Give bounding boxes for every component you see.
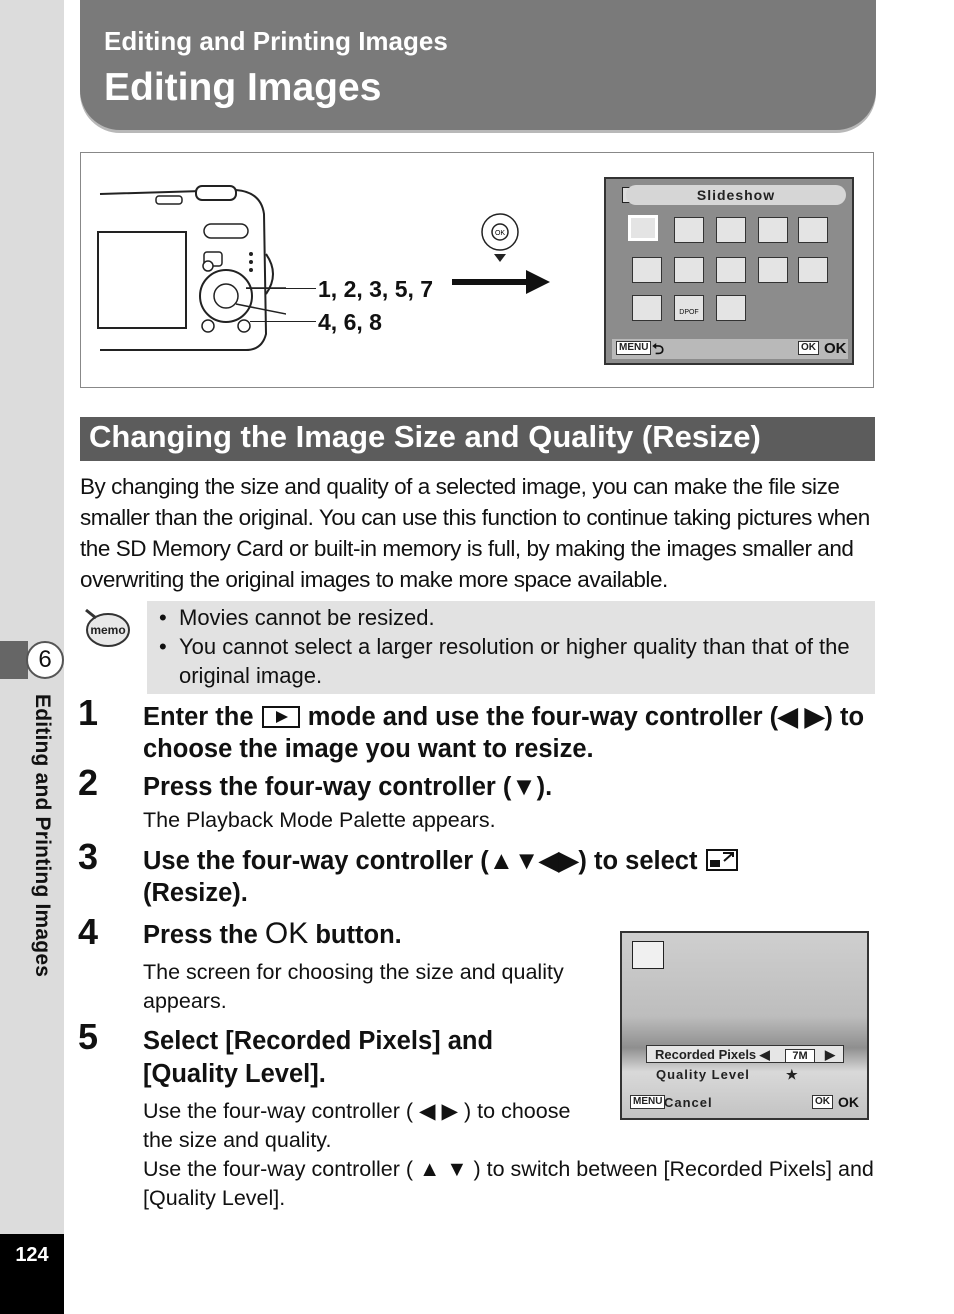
protect-key-icon xyxy=(632,295,662,321)
step-heading xyxy=(143,845,843,909)
slideshow-icon xyxy=(628,215,658,241)
step-heading xyxy=(143,918,402,951)
playback-icon xyxy=(261,704,301,726)
svg-text:OK: OK xyxy=(494,230,506,237)
cancel-label: Cancel xyxy=(664,1095,713,1110)
step-heading: Press the four-way controller (▼). xyxy=(143,773,553,801)
step-number: 3 xyxy=(78,836,99,877)
menu-tag: MENU xyxy=(616,341,651,355)
ok-label: OK xyxy=(824,340,847,357)
rotation-icon xyxy=(798,217,828,243)
step-heading xyxy=(143,701,873,765)
recorded-pixels-value: 7M xyxy=(785,1049,814,1063)
step-number: 1 xyxy=(78,692,99,733)
step-body: The screen for choosing the size and quality appears. xyxy=(143,960,564,1013)
cropping-icon xyxy=(716,217,746,243)
page-number: 124 xyxy=(0,1234,64,1314)
camera-back-illustration xyxy=(96,184,286,356)
callout-steps-controller: 1, 2, 3, 5, 7 xyxy=(318,276,434,302)
ok-button-glyph: OK xyxy=(264,917,309,950)
header-subtitle: Editing and Printing Images xyxy=(104,26,448,56)
step-heading-part: Use the four-way controller (▲▼◀▶) to select xyxy=(143,847,698,875)
red-eye-icon xyxy=(758,257,788,283)
step-heading-part: button. xyxy=(315,921,402,949)
dpof-icon: DPOF xyxy=(674,295,704,321)
step-heading-part: (Resize). xyxy=(143,879,248,907)
start-up-screen-icon xyxy=(716,295,746,321)
left-arrow-icon: ◀ xyxy=(759,1047,770,1062)
playback-palette-screen xyxy=(604,177,854,365)
step-heading-part: Enter the xyxy=(143,703,254,731)
step-heading-part: mode and use the four-way controller (◀ ▶) to choose the image you want to resize. xyxy=(143,703,865,763)
memo-box xyxy=(147,601,875,694)
chapter-tab-marker xyxy=(0,641,28,679)
palette-title: Slideshow xyxy=(626,185,846,205)
menu-tag: MENU xyxy=(630,1095,665,1109)
memo-icon xyxy=(82,606,130,648)
quality-level-label: Quality Level xyxy=(656,1067,750,1082)
back-arrow-icon: ⮌ xyxy=(652,341,665,358)
memo-icon-label: memo xyxy=(90,623,126,637)
callout-line-1 xyxy=(246,288,316,289)
step-body: Use the four-way controller ( ▲ ▼ ) to switch between [Recorded Pixels] and [Quality Level]. xyxy=(143,1157,874,1210)
callout-line-2 xyxy=(250,321,316,322)
quality-level-value: ★ xyxy=(786,1067,799,1082)
step-body: Use the four-way controller ( ◀ ▶ ) to choose the size and quality. xyxy=(143,1099,571,1152)
step-number: 5 xyxy=(78,1016,99,1057)
frame-composite-icon xyxy=(716,257,746,283)
page-header xyxy=(80,0,876,130)
ok-tag: OK xyxy=(798,341,819,355)
recorded-pixels-label: Recorded Pixels xyxy=(655,1047,757,1062)
recorded-pixels-row xyxy=(646,1045,844,1063)
right-arrow-icon xyxy=(452,268,552,298)
step-heading: Select [Recorded Pixels] and [Quality Level]. xyxy=(143,1027,494,1088)
image-copy-icon xyxy=(758,217,788,243)
intro-paragraph: By changing the size and quality of a selected image, you can make the file size smaller than the original. You can use this function to continue taking pictures when the SD Memory Card or built-in memory is full, by making the images smaller and overwriting the original images to make more space available. xyxy=(80,474,870,592)
resize-icon xyxy=(705,847,739,869)
ok-label: OK xyxy=(838,1094,859,1110)
digital-filter-icon xyxy=(674,257,704,283)
chapter-title-vertical: Editing and Printing Images xyxy=(31,694,54,978)
callout-steps-ok: 4, 6, 8 xyxy=(318,309,382,335)
step-body: The Playback Mode Palette appears. xyxy=(143,808,496,832)
step-number: 4 xyxy=(78,911,99,952)
page-title: Editing Images xyxy=(104,66,382,109)
resize-screen xyxy=(620,931,869,1120)
memo-item: • Movies cannot be resized. xyxy=(147,603,875,632)
chapter-number: 6 xyxy=(26,641,64,679)
step-number: 2 xyxy=(78,762,99,803)
color-filter-icon xyxy=(632,257,662,283)
four-way-controller-icon xyxy=(480,212,520,264)
resize-mode-icon xyxy=(632,941,664,969)
memo-item: • You cannot select a larger resolution or higher quality than that of the original image. xyxy=(147,632,875,690)
right-arrow-icon: ▶ xyxy=(825,1047,835,1062)
voice-memo-icon xyxy=(798,257,828,283)
resize-icon xyxy=(674,217,704,243)
section-heading: Changing the Image Size and Quality (Resize) xyxy=(80,417,875,461)
step-heading-part: Press the xyxy=(143,921,258,949)
ok-tag: OK xyxy=(812,1095,833,1109)
